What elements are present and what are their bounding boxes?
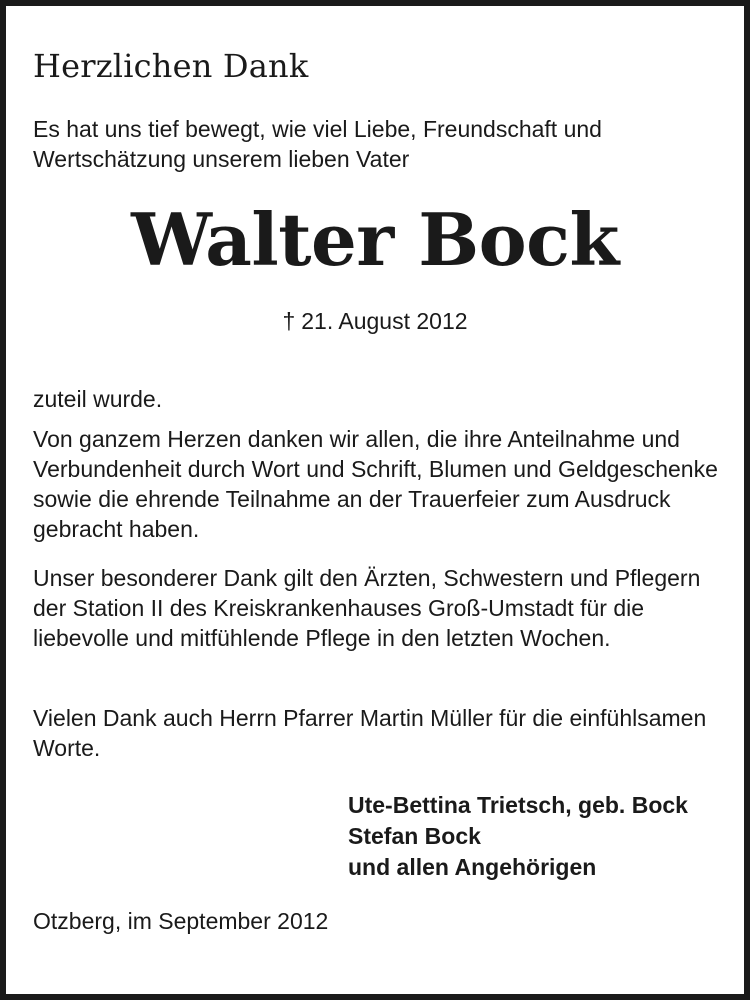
paragraph-doctors: Unser besonderer Dank gilt den Ärzten, Schwestern und Pflegern der Station II des Kreiskrankenhauses Groß-Umstadt für die liebevolle und mitfühlende Pflege in den letzten Wochen.	[33, 565, 701, 651]
intro-paragraph: Es hat uns tief bewegt, wie viel Liebe, Freundschaft und Wertschätzung unserem lieben Vater	[33, 116, 602, 172]
paragraph-thanks: Von ganzem Herzen danken wir allen, die ihre Anteilnahme und Verbundenheit durch Wort und Schrift, Blumen und Geldgeschenke sowie die ehrende Teilnahme an der Trauerfeier zum Ausdruck gebracht haben.	[33, 426, 718, 542]
signature-block	[348, 790, 688, 883]
paragraph-pastor: Vielen Dank auch Herrn Pfarrer Martin Müller für die einfühlsamen Worte.	[33, 705, 707, 761]
deceased-name: Walter Bock	[131, 197, 619, 282]
signature-line: und allen Angehörigen	[348, 854, 597, 880]
signature-line: Ute-Bettina Trietsch, geb. Bock	[348, 792, 688, 818]
notice-heading: Herzlichen Dank	[33, 47, 309, 85]
death-date: 21. August 2012	[301, 308, 468, 334]
place-date: Otzberg, im September 2012	[33, 908, 329, 934]
signature-line: Stefan Bock	[348, 823, 481, 849]
paragraph-zuteil: zuteil wurde.	[33, 386, 163, 412]
death-date-line	[6, 306, 744, 336]
cross-icon: †	[282, 308, 296, 334]
